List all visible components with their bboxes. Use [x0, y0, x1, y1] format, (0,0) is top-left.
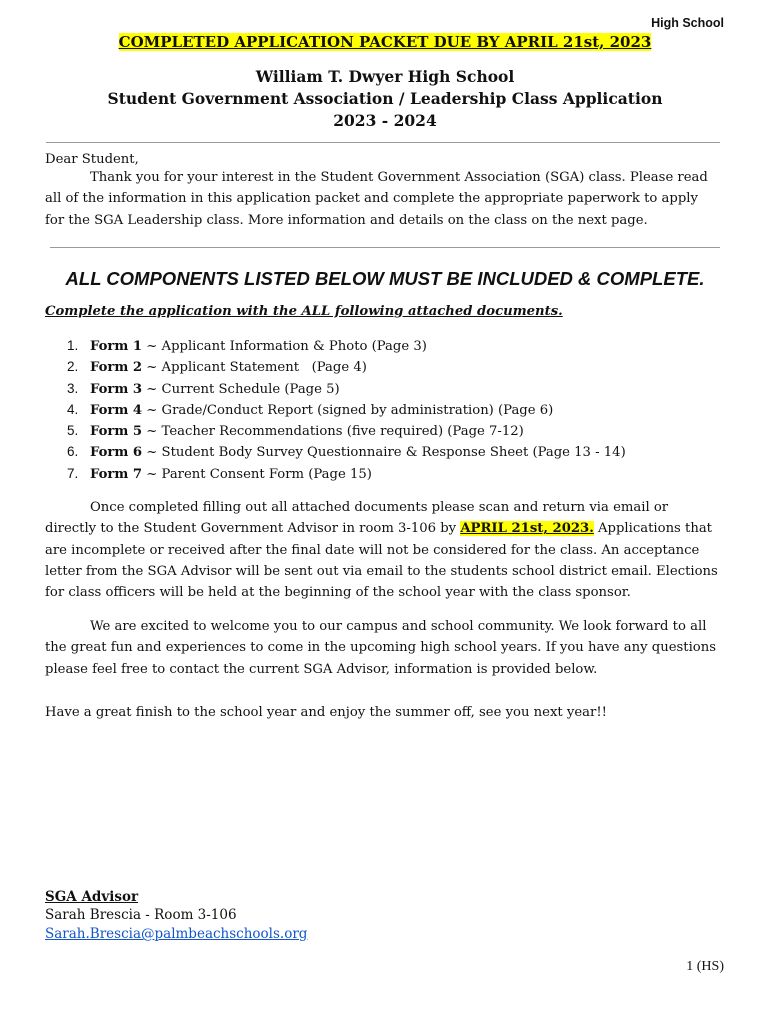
instructions-text: Once completed filling out all attached documents please scan and return via email or directly to the Student Government Advisor in room 3-106 by	[45, 500, 669, 537]
divider	[46, 142, 720, 143]
divider	[50, 247, 720, 248]
forms-list	[45, 335, 626, 484]
form-description: ~ Parent Consent Form (Page 15)	[142, 466, 372, 482]
form-name: Form 3	[90, 381, 143, 397]
requirements-subheading: Complete the application with the ALL following attached documents.	[45, 304, 563, 319]
form-name: Form 1	[90, 339, 143, 354]
form-description: ~ Teacher Recommendations (five required) (Page 7-12)	[142, 424, 524, 440]
welcome-paragraph: We are excited to welcome you to our campus and school community. We look forward to all the great fun and experiences to come in the upcoming high school years. If you have any questions please feel free to contact the current SGA Advisor, information is provided below.	[45, 619, 716, 677]
school-name: William T. Dwyer High School	[255, 67, 515, 86]
school-year: 2023 - 2024	[333, 111, 437, 130]
requirements-warning: ALL COMPONENTS LISTED BELOW MUST BE INCLUDED & COMPLETE.	[65, 268, 705, 289]
list-number: 7.	[67, 465, 79, 481]
advisor-email-link[interactable]: Sarah.Brescia@palmbeachschools.org	[45, 926, 308, 942]
list-item	[45, 356, 626, 377]
due-notice-text: COMPLETED APPLICATION PACKET DUE BY APRIL 21st, 2023	[118, 33, 652, 51]
intro-paragraph: Thank you for your interest in the Student Government Association (SGA) class. Please read all of the information in this application packet and complete the appropriate paperwork to apply for the SGA Leadership class. More information and details on the class on the next page.	[45, 170, 708, 228]
list-number: 4.	[67, 401, 79, 417]
form-name: Form 4	[90, 402, 143, 418]
instructions-paragraph	[45, 497, 720, 603]
list-item	[45, 399, 626, 420]
advisor-name: Sarah Brescia - Room 3-106	[45, 907, 237, 923]
instructions-text: Applications that are incomplete or received after the final date will not be considered for the class. An acceptance letter from the SGA Advisor will be sent out via email to the students school district email. Elections for class officers will be held at the beginning of the school year with the class sponsor.	[45, 521, 718, 601]
form-name: Form 2	[90, 360, 143, 376]
list-item	[45, 420, 626, 441]
list-item	[45, 378, 626, 399]
form-description: ~ Student Body Survey Questionnaire & Response Sheet (Page 13 - 14)	[142, 445, 626, 461]
salutation: Dear Student,	[45, 152, 139, 167]
list-item	[45, 441, 626, 462]
form-name: Form 6	[90, 445, 143, 461]
list-number: 5.	[67, 423, 79, 439]
form-description: ~ Applicant Information & Photo (Page 3)	[142, 339, 427, 354]
form-description: ~ Grade/Conduct Report (signed by administration) (Page 6)	[142, 402, 554, 418]
list-item	[45, 463, 626, 484]
form-name: Form 5	[90, 424, 143, 440]
due-notice	[0, 32, 770, 51]
deadline-highlight: APRIL 21st, 2023.	[460, 521, 594, 537]
form-name: Form 7	[90, 466, 143, 482]
list-number: 1.	[67, 338, 79, 353]
closing-line: Have a great finish to the school year and enjoy the summer off, see you next year!!	[45, 705, 607, 720]
list-item	[45, 335, 626, 356]
application-title: Student Government Association / Leadership Class Application	[107, 89, 663, 108]
form-description: ~ Applicant Statement (Page 4)	[142, 360, 367, 376]
form-description: ~ Current Schedule (Page 5)	[142, 381, 340, 397]
advisor-heading: SGA Advisor	[45, 889, 139, 905]
list-number: 6.	[67, 444, 79, 460]
corner-label: High School	[651, 16, 724, 30]
page-number: 1 (HS)	[686, 959, 724, 974]
list-number: 2.	[67, 359, 79, 375]
list-number: 3.	[67, 380, 79, 396]
